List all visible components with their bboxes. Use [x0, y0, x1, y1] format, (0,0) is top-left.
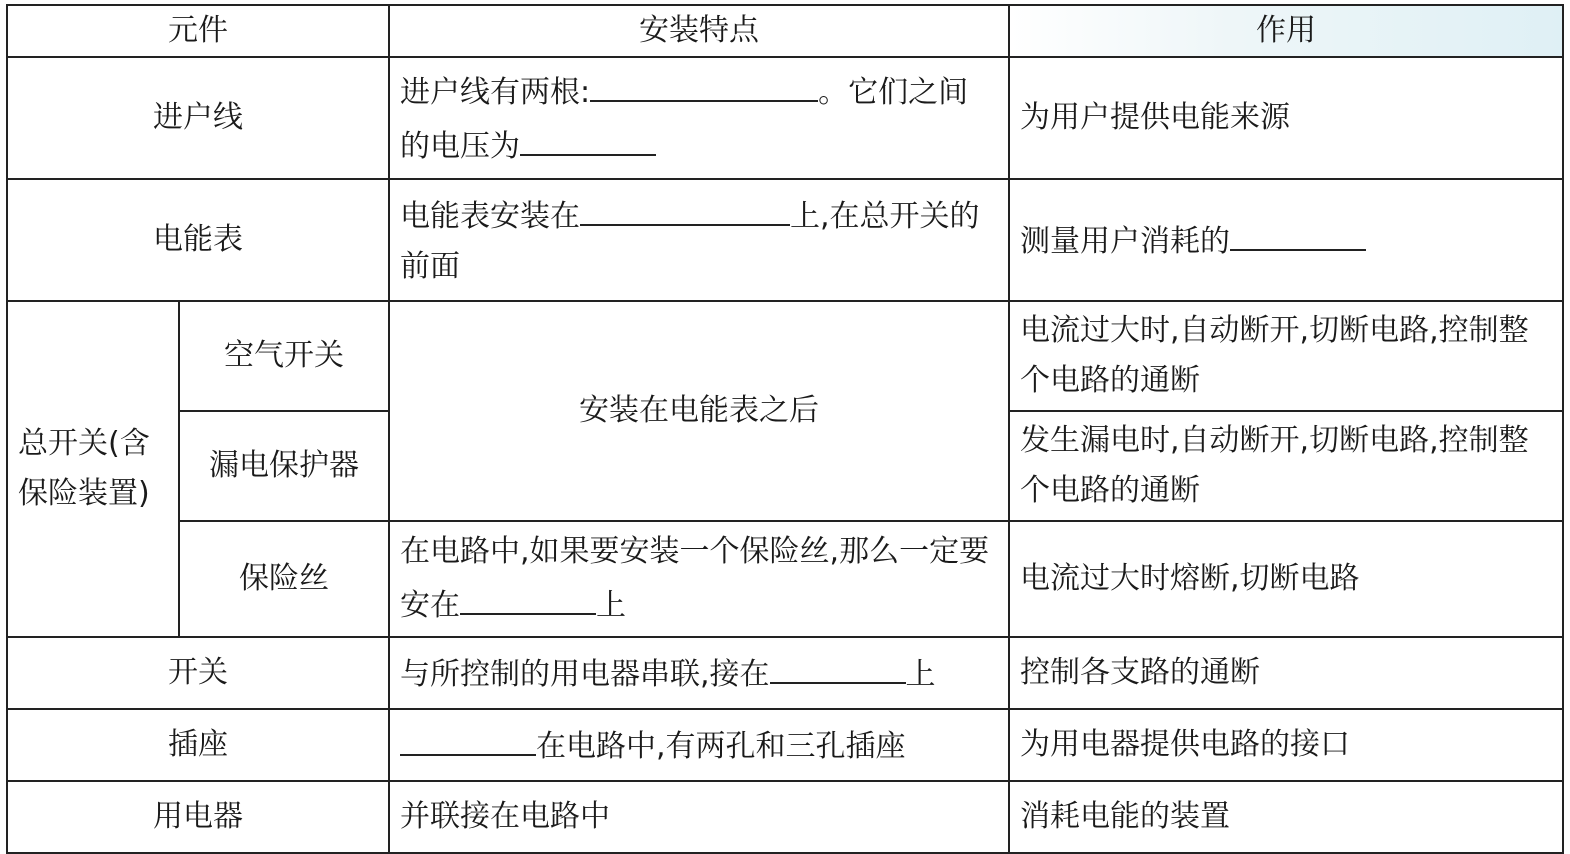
- switch-name: 开关: [7, 637, 389, 709]
- answer-blank[interactable]: [770, 646, 906, 684]
- answer-blank[interactable]: [1230, 213, 1366, 251]
- meter-function-a: 测量用户消耗的: [1020, 224, 1230, 259]
- entry-line-name: 进户线: [7, 57, 389, 179]
- meter-feature-a: 电能表安装在: [400, 199, 580, 234]
- appliance-name: 用电器: [7, 781, 389, 853]
- meter-feature: [389, 179, 1009, 301]
- component-table-wrapper: [6, 4, 1564, 854]
- socket-feature-b: 在电路中,有两孔和三孔插座: [536, 729, 906, 764]
- answer-blank[interactable]: [580, 188, 790, 226]
- row-meter: [7, 179, 1563, 301]
- entry-line-feature-a: 进户线有两根:: [400, 75, 591, 110]
- fuse-feature-b: 上: [596, 588, 626, 623]
- main-switch-shared-feature: 安装在电能表之后: [389, 301, 1009, 521]
- air-switch-name: 空气开关: [179, 301, 389, 411]
- meter-name: 电能表: [7, 179, 389, 301]
- answer-blank[interactable]: [590, 64, 818, 102]
- switch-feature-b: 上: [905, 657, 936, 692]
- entry-line-feature-b: 。它们之间的电压为: [400, 75, 969, 164]
- fuse-feature-a: 在电路中,如果要安装一个保险丝,那么一定要安在: [400, 534, 990, 623]
- answer-blank[interactable]: [520, 118, 656, 156]
- fuse-name: 保险丝: [179, 521, 389, 637]
- entry-line-feature: [389, 57, 1009, 179]
- leak-protector-name: 漏电保护器: [179, 411, 389, 521]
- row-socket: [7, 709, 1563, 781]
- header-row: [7, 5, 1563, 57]
- meter-function: [1009, 179, 1563, 301]
- socket-name: 插座: [7, 709, 389, 781]
- leak-protector-function: 发生漏电时,自动断开,切断电路,控制整个电路的通断: [1009, 411, 1563, 521]
- row-appliance: [7, 781, 1563, 853]
- header-function: 作用: [1009, 5, 1563, 57]
- row-air-switch: [7, 301, 1563, 411]
- answer-blank[interactable]: [400, 718, 536, 756]
- main-switch-group-label: 总开关(含保险装置): [7, 301, 179, 637]
- row-fuse: [7, 521, 1563, 637]
- entry-line-function: 为用户提供电能来源: [1009, 57, 1563, 179]
- socket-feature: [389, 709, 1009, 781]
- switch-feature: [389, 637, 1009, 709]
- meter-feature-b: 上,在总开关的前面: [400, 199, 980, 284]
- row-switch: [7, 637, 1563, 709]
- air-switch-function: 电流过大时,自动断开,切断电路,控制整个电路的通断: [1009, 301, 1563, 411]
- appliance-function: 消耗电能的装置: [1009, 781, 1563, 853]
- appliance-feature: 并联接在电路中: [389, 781, 1009, 853]
- fuse-function: 电流过大时熔断,切断电路: [1009, 521, 1563, 637]
- switch-feature-a: 与所控制的用电器串联,接在: [400, 657, 770, 692]
- socket-function: 为用电器提供电路的接口: [1009, 709, 1563, 781]
- header-install-feature: 安装特点: [389, 5, 1009, 57]
- row-entry-line: [7, 57, 1563, 179]
- header-component: 元件: [7, 5, 389, 57]
- switch-function: 控制各支路的通断: [1009, 637, 1563, 709]
- answer-blank[interactable]: [460, 577, 596, 615]
- fuse-feature: [389, 521, 1009, 637]
- household-circuit-table: [6, 4, 1564, 854]
